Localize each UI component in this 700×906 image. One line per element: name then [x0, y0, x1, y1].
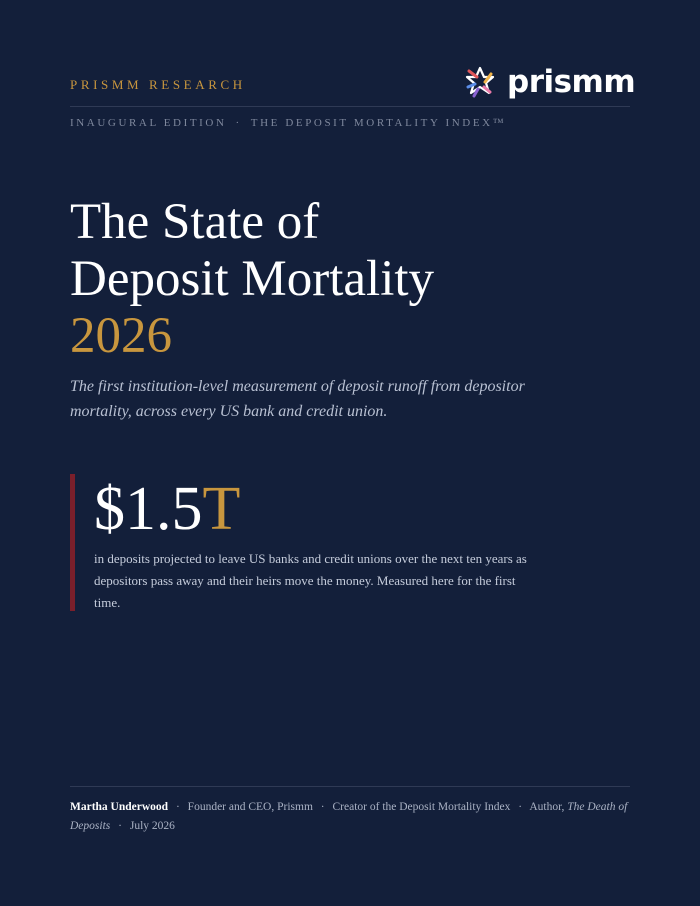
page-title — [70, 194, 434, 365]
title-line-1: The State of — [70, 194, 320, 250]
edition-line — [70, 117, 506, 129]
edition-label: INAUGURAL EDITION — [70, 117, 227, 129]
stat-accent-bar — [70, 474, 75, 611]
title-line-2: Deposit Mortality — [70, 251, 435, 307]
stat-description: in deposits projected to leave US banks and credit unions over the next ten years as depositors pass away and their heirs move the money. Measured here for the first time. — [94, 551, 527, 610]
prismm-logo — [463, 64, 635, 100]
stat-unit: T — [202, 475, 241, 543]
headline-stat-value — [94, 471, 240, 547]
header-divider — [70, 106, 630, 107]
logo-wordmark: prismm — [507, 64, 636, 100]
footer-separator: · — [175, 801, 180, 813]
footer-separator: · — [118, 820, 122, 832]
book-title: The Death of Deposits — [70, 801, 628, 832]
title-year: 2026 — [70, 308, 172, 364]
author-name: Martha Underwood — [70, 801, 169, 813]
stat-amount: $1.5 — [94, 475, 203, 543]
prismm-star-icon — [463, 65, 497, 99]
subtitle: The first institution-level measurement of deposit runoff from depositor mortality, across every US bank and credit union. — [70, 378, 525, 420]
author-prefix: Author, — [529, 801, 568, 813]
author-footer — [70, 798, 630, 836]
author-credit: Creator of the Deposit Mortality Index — [332, 801, 511, 813]
footer-separator: · — [518, 801, 523, 813]
author-role: Founder and CEO, Prismm — [187, 801, 313, 813]
footer-divider — [70, 786, 630, 787]
footer-separator: · — [320, 801, 325, 813]
index-label: THE DEPOSIT MORTALITY INDEX™ — [250, 117, 507, 129]
edition-separator: · — [235, 117, 242, 129]
publication-date: July 2026 — [129, 820, 175, 832]
brand-label: PRISMM RESEARCH — [70, 77, 246, 92]
